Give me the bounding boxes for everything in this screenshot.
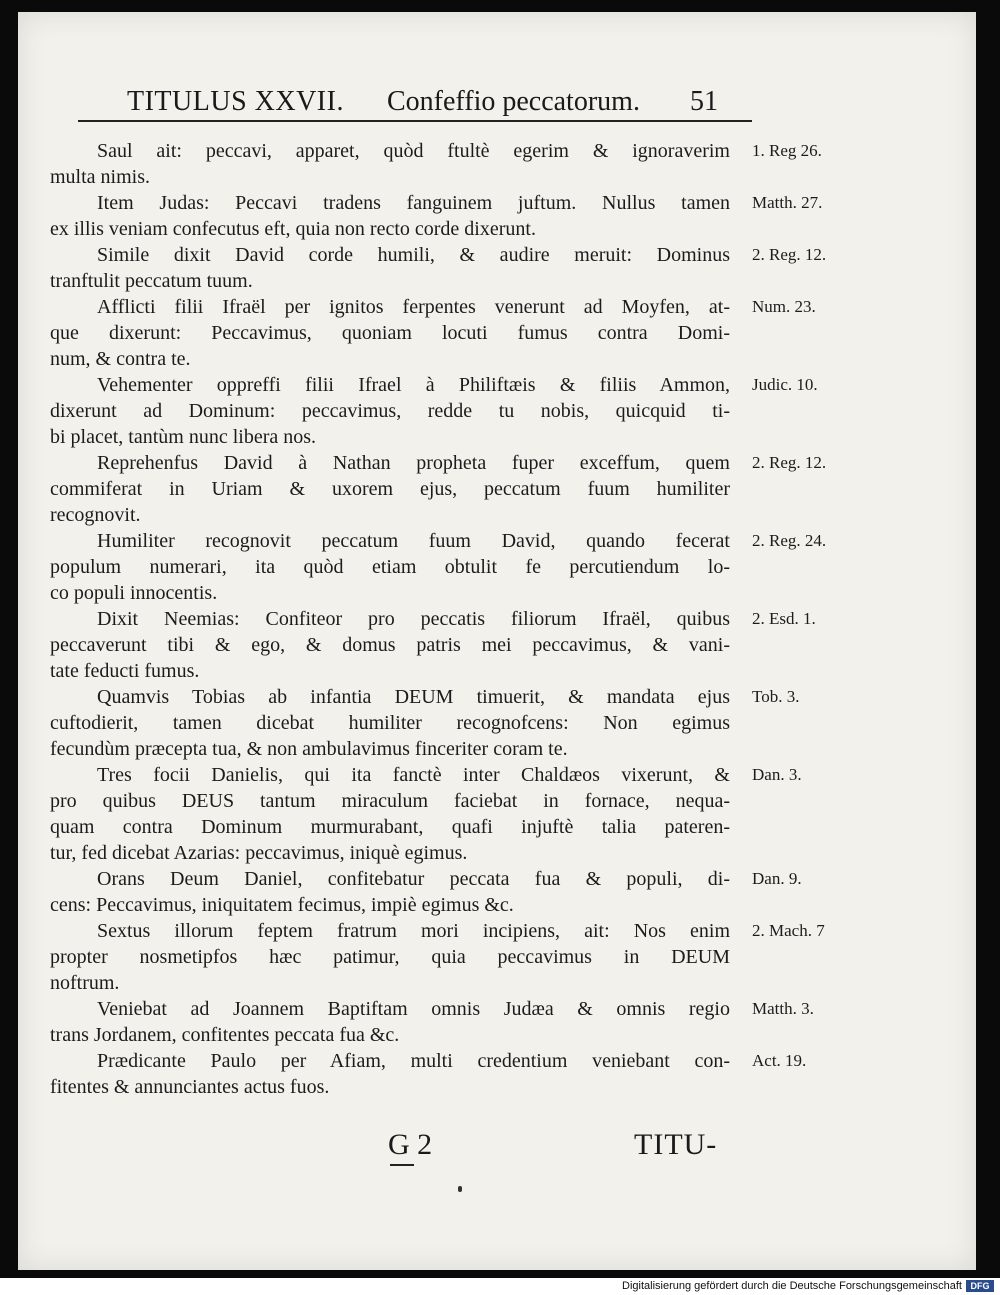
text-line-row [0,164,1000,190]
header-rule [78,120,752,122]
text-line-row [0,814,1000,840]
catchword: TITU- [634,1128,718,1161]
text-line: Saul ait: peccavi, apparet, quòd ftultè egerim & ignoraverim [97,140,730,162]
ink-mark [458,1186,462,1192]
text-line-row [0,216,1000,242]
text-line: noftrum. [50,972,120,994]
text-line: propter nosmetipfos hæc patimur, quia peccavimus in DEUM [50,946,730,968]
text-line-row [0,190,1000,216]
text-line-row [0,268,1000,294]
marginal-reference: Matth. 27. [752,193,823,212]
text-line-row [0,398,1000,424]
signature-mark: G 2 [388,1128,433,1161]
text-line: Humiliter recognovit peccatum fuum David, quando fecerat [97,530,730,552]
text-line: Item Judas: Peccavi tradens fanguinem juftum. Nullus tamen [97,192,730,214]
text-line: cuftodierit, tamen dicebat humiliter recognofcens: Non egimus [50,712,730,734]
paragraph [0,138,1000,190]
marginal-reference: 2. Mach. 7 [752,921,825,940]
text-line-row [0,996,1000,1022]
text-line: co populi innocentis. [50,582,218,604]
text-line: tate feducti fumus. [50,660,200,682]
text-line-row [0,372,1000,398]
text-line-row [0,554,1000,580]
marginal-reference: Act. 19. [752,1051,807,1070]
text-line: Veniebat ad Joannem Baptiftam omnis Judæa & omnis regio [97,998,730,1020]
text-line-row [0,840,1000,866]
text-line-row [0,944,1000,970]
marginal-reference: 2. Reg. 24. [752,531,827,550]
paragraph [0,1048,1000,1100]
text-line-row [0,684,1000,710]
funding-credit: Digitalisierung gefördert durch die Deutsche Forschungsgemeinschaft [622,1280,962,1292]
text-line: tur, fed dicebat Azarias: peccavimus, iniquè egimus. [50,842,468,864]
marginal-reference: Dan. 3. [752,765,802,784]
text-line: fitentes & annunciantes actus fuos. [50,1076,330,1098]
text-line: pro quibus DEUS tantum miraculum faciebat in fornace, nequa- [50,790,730,812]
text-line-row [0,606,1000,632]
signature-underline [390,1164,414,1166]
text-line: commiferat in Uriam & uxorem ejus, peccatum fuum humiliter [50,478,730,500]
marginal-reference: 1. Reg 26. [752,141,822,160]
text-line: Reprehenfus David à Nathan propheta fuper exceffum, quem [97,452,730,474]
text-line: que dixerunt: Peccavimus, quoniam locuti fumus contra Domi- [50,322,730,344]
text-line: multa nimis. [50,166,150,188]
text-line: Tres focii Danielis, qui ita fanctè inter Chaldæos vixerunt, & [97,764,730,786]
text-line: bi placet, tantùm nunc libera nos. [50,426,317,448]
text-line-row [0,1074,1000,1100]
paragraph [0,242,1000,294]
paragraph [0,684,1000,762]
text-line: Quamvis Tobias ab infantia DEUM timuerit, & mandata ejus [97,686,730,708]
text-line-row [0,710,1000,736]
text-line: peccaverunt tibi & ego, & domus patris mei peccavimus, & vani- [50,634,730,656]
text-line-row [0,138,1000,164]
text-line-row [0,632,1000,658]
text-line: num, & contra te. [50,348,191,370]
marginal-reference: Num. 23. [752,297,816,316]
text-line-row [0,736,1000,762]
paragraph [0,606,1000,684]
text-line: cens: Peccavimus, iniquitatem fecimus, impiè egimus &c. [50,894,514,916]
text-line-row [0,346,1000,372]
text-line-row [0,580,1000,606]
text-line: tranftulit peccatum tuum. [50,270,253,292]
text-line-row [0,450,1000,476]
paragraph [0,294,1000,372]
marginal-reference: Dan. 9. [752,869,802,888]
text-line: Orans Deum Daniel, confitebatur peccata fua & populi, di- [97,868,730,890]
text-line: Prædicante Paulo per Afiam, multi credentium veniebant con- [97,1050,730,1072]
text-line-row [0,892,1000,918]
text-line: Afflicti filii Ifraël per ignitos ferpentes venerunt ad Moyfen, at- [97,296,730,318]
text-line-row [0,1048,1000,1074]
text-line: Simile dixit David corde humili, & audire meruit: Dominus [97,244,730,266]
text-line-row [0,918,1000,944]
text-line-row [0,502,1000,528]
text-line: trans Jordanem, confitentes peccata fua &c. [50,1024,400,1046]
marginal-reference: Judic. 10. [752,375,818,394]
marginal-reference: 2. Reg. 12. [752,245,827,264]
digitization-footer [0,1278,1000,1295]
header-title: TITULUS XXVII. [127,86,344,117]
body-text [0,138,1000,1100]
text-line: ex illis veniam confecutus eft, quia non recto corde dixerunt. [50,218,536,240]
text-line-row [0,788,1000,814]
text-line-row [0,242,1000,268]
paragraph [0,190,1000,242]
page-number: 51 [690,86,718,117]
text-line: dixerunt ad Dominum: peccavimus, redde tu nobis, quicquid ti- [50,400,730,422]
text-line-row [0,320,1000,346]
text-line: recognovit. [50,504,141,526]
text-line-row [0,970,1000,996]
paragraph [0,762,1000,866]
header-subtitle: Confeffio peccatorum. [387,86,640,117]
paragraph [0,372,1000,450]
paragraph [0,918,1000,996]
paragraph [0,866,1000,918]
text-line-row [0,528,1000,554]
marginal-reference: 2. Reg. 12. [752,453,827,472]
text-line-row [0,294,1000,320]
marginal-reference: Matth. 3. [752,999,814,1018]
text-line-row [0,762,1000,788]
text-line: Dixit Neemias: Confiteor pro peccatis filiorum Ifraël, quibus [97,608,730,630]
marginal-reference: 2. Esd. 1. [752,609,816,628]
text-line: populum numerari, ita quòd etiam obtulit fe percutiendum lo- [50,556,730,578]
text-line-row [0,658,1000,684]
paragraph [0,996,1000,1048]
text-line: fecundùm præcepta tua, & non ambulavimus finceriter coram te. [50,738,568,760]
text-line-row [0,866,1000,892]
dfg-logo: DFG [966,1280,994,1292]
text-line-row [0,424,1000,450]
text-line: Vehementer oppreffi filii Ifrael à Philiftæis & filiis Ammon, [97,374,730,396]
marginal-reference: Tob. 3. [752,687,800,706]
text-line: Sextus illorum feptem fratrum mori incipiens, ait: Nos enim [97,920,730,942]
text-line-row [0,1022,1000,1048]
text-line-row [0,476,1000,502]
paragraph [0,450,1000,528]
text-line: quam contra Dominum murmurabant, quafi injuftè talia pateren- [50,816,730,838]
paragraph [0,528,1000,606]
